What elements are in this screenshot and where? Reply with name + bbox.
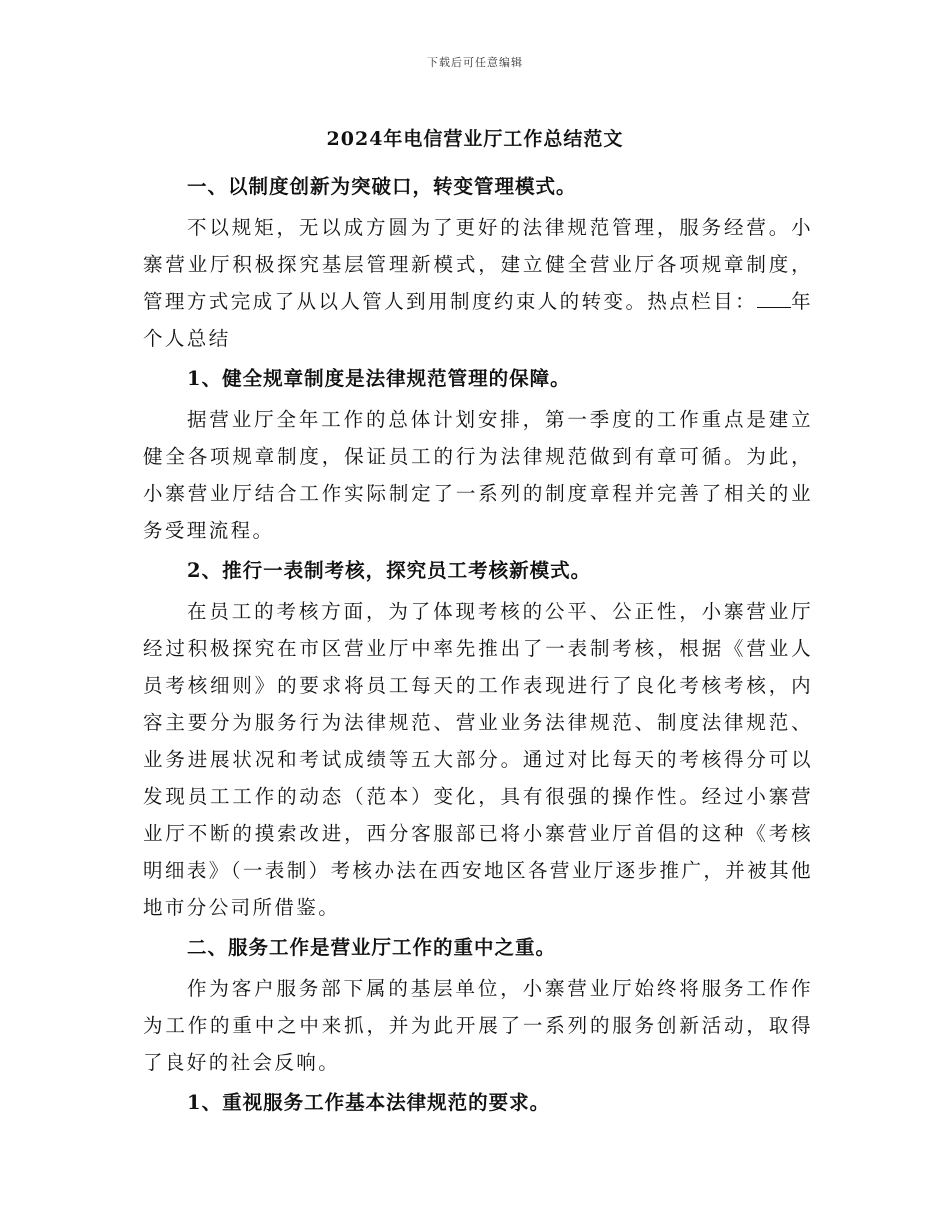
fill-in-blank — [757, 289, 791, 308]
section-heading-1: 一、以制度创新为突破口，转变管理模式。 — [187, 175, 577, 198]
paragraph-1 — [143, 209, 813, 357]
document-body — [143, 168, 813, 1125]
paragraph-3: 在员工的考核方面，为了体现考核的公平、公正性，小寨营业厅经过积极探究在市区营业厅中率先推出了一表制考核，根据《营业人员考核细则》的要求将员工每天的工作表现进行了良化考核考核，内容主要分为服务行为法律规范、营业业务法律规范、制度法律规范、业务进展状况和考试成绩等五大部分。通过对比每天的考核得分可以发现员工工作的动态（范本）变化，具有很强的操作性。经过小寨营业厅不断的摸索改进，西分客服部已将小寨营业厅首倡的这种《考核明细表》（一表制）考核办法在西安地区各营业厅逐步推广，并被其他地市分公司所借鉴。 — [143, 600, 813, 919]
paragraph-1-tail: 年个人总结 — [143, 290, 813, 350]
document-title: 2024年电信营业厅工作总结范文 — [326, 128, 624, 150]
paragraph-1-text: 不以规矩，无以成方圆为了更好的法律规范管理，服务经营。小寨营业厅积极探究基层管理新模式，建立健全营业厅各项规章制度，管理方式完成了从以人管人到用制度约束人的转变。热点栏目： — [143, 216, 813, 313]
subsection-heading-1-2: 2、推行一表制考核，探究员工考核新模式。 — [187, 559, 592, 582]
paragraph-2: 据营业厅全年工作的总体计划安排，第一季度的工作重点是建立健全各项规章制度，保证员工的行为法律规范做到有章可循。为此，小寨营业厅结合工作实际制定了一系列的制度章程并完善了相关的业务受理流程。 — [143, 408, 813, 542]
header-note: 下载后可任意编辑 — [427, 56, 523, 69]
subsection-heading-2-1: 1、重视服务工作基本法律规范的要求。 — [187, 1091, 551, 1114]
paragraph-4: 作为客户服务部下属的基层单位，小寨营业厅始终将服务工作作为工作的重中之中来抓，并为此开展了一系列的服务创新活动，取得了良好的社会反响。 — [143, 977, 813, 1074]
subsection-heading-1-1: 1、健全规章制度是法律规范管理的保障。 — [187, 367, 571, 390]
section-heading-2: 二、服务工作是营业厅工作的重中之重。 — [187, 936, 557, 959]
